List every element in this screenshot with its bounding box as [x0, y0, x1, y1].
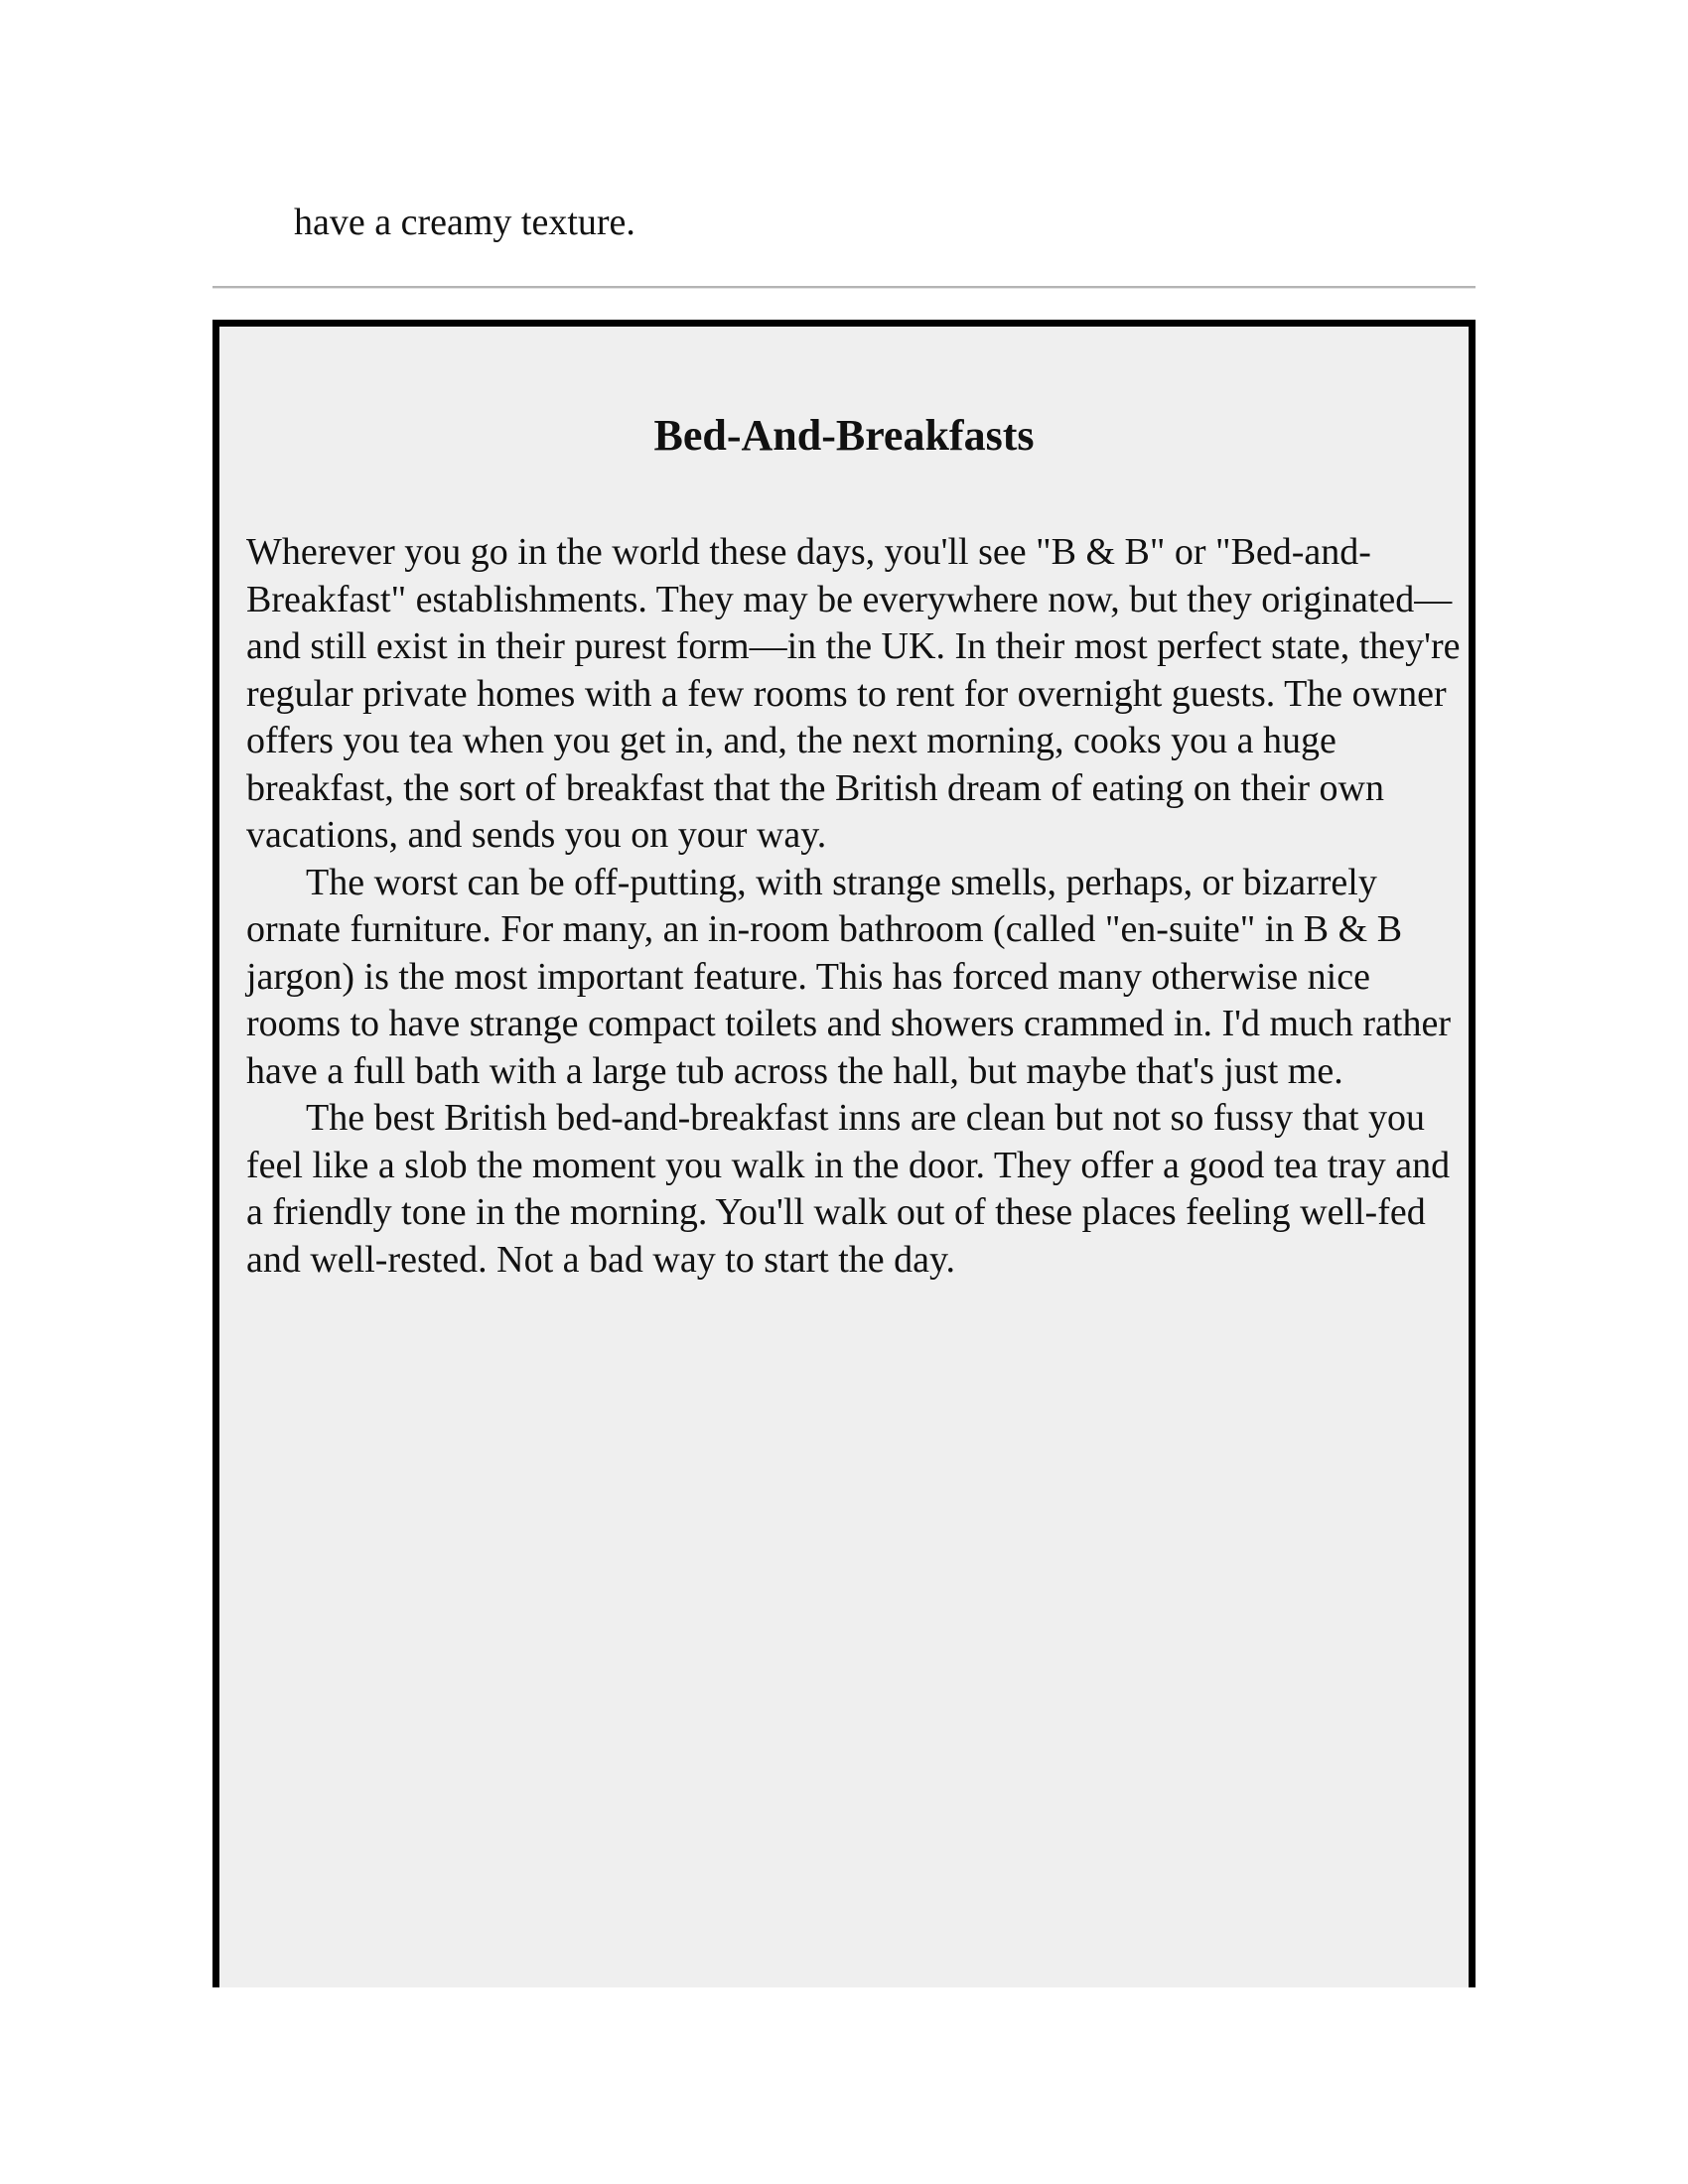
sidebar-paragraph: The worst can be off-putting, with strange smells, perhaps, or bizarrely ornate furniture. For many, an in-room bathroom (called "en-suite" in B & B jargon) is the most important feature. This has forced many otherwise nice rooms to have strange compact toilets and showers crammed in. I'd much rather have a full bath with a large tub across the hall, but maybe that's just me.: [246, 861, 1451, 1092]
sidebar-paragraph: Wherever you go in the world these days, you'll see "B & B" or "Bed-and-Breakfast" establishments. They may be everywhere now, but they originated—and still exist in their purest form—in the UK. In their most perfect state, they're regular private homes with a few rooms to rent for overnight guests. The owner offers you tea when you get in, and, the next morning, cooks you a huge breakfast, the sort of breakfast that the British dream of eating on their own vacations, and sends you on your way.: [246, 531, 1461, 856]
section-divider: [212, 286, 1476, 289]
previous-section-continuation-text: have a creamy texture.: [294, 202, 635, 243]
sidebar-body: [246, 529, 1463, 1284]
sidebar-box: [212, 320, 1476, 1987]
sidebar-paragraph: The best British bed-and-breakfast inns are clean but not so fussy that you feel like a slob the moment you walk in the door. They offer a good tea tray and a friendly tone in the morning. You'll walk out of these places feeling well-fed and well-rested. Not a bad way to start the day.: [246, 1097, 1451, 1281]
sidebar-title: Bed-And-Breakfasts: [653, 411, 1035, 460]
